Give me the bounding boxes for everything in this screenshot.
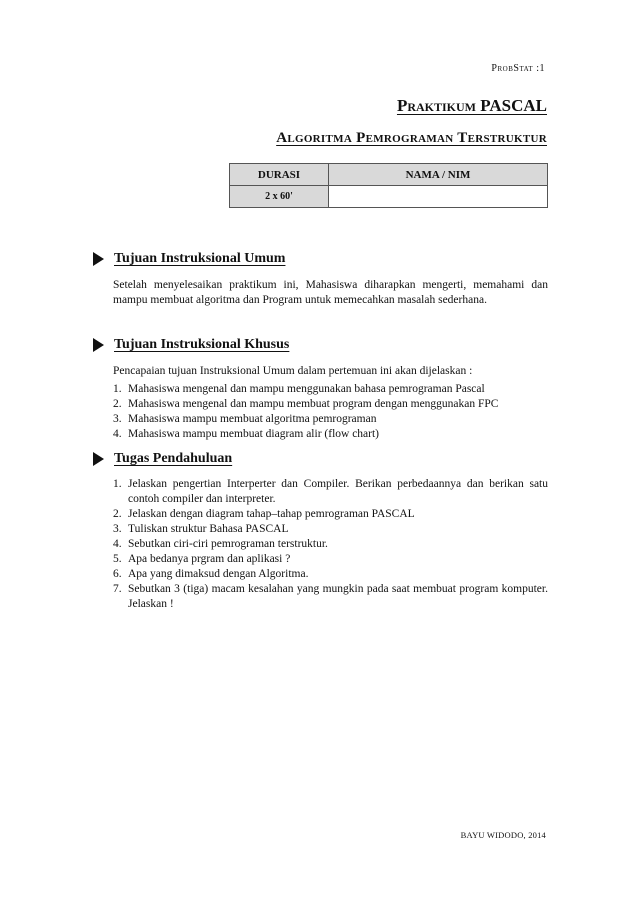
list-item-number: 5. bbox=[113, 553, 122, 565]
list-item-text: Tuliskan struktur Bahasa PASCAL bbox=[128, 523, 289, 535]
list-item-number: 1. bbox=[113, 478, 122, 490]
list-item bbox=[113, 507, 548, 522]
section-tiu-text: Setelah menyelesaikan praktikum ini, Mahasiswa diharapkan mengerti, memahami dan mampu membuat algoritma dan Program untuk memecahkan masalah sederhana. bbox=[113, 279, 548, 306]
title-block bbox=[276, 96, 547, 147]
list-item bbox=[113, 567, 548, 582]
list-item-text: Jelaskan dengan diagram tahap–tahap pemrograman PASCAL bbox=[128, 508, 415, 520]
list-item-number: 7. bbox=[113, 583, 122, 595]
title-subject: Algoritma Pemrograman Terstruktur bbox=[276, 130, 547, 146]
section-tik-head bbox=[93, 336, 548, 354]
list-item-number: 3. bbox=[113, 413, 122, 425]
list-item-number: 1. bbox=[113, 383, 122, 395]
section-tiu-head bbox=[93, 250, 548, 268]
list-item-text: Apa yang dimaksud dengan Algoritma. bbox=[128, 568, 309, 580]
list-item bbox=[113, 382, 548, 397]
list-item-text: Mahasiswa mampu membuat algoritma pemrograman bbox=[128, 413, 377, 425]
info-table-value-row bbox=[230, 186, 548, 208]
triangle-bullet-icon bbox=[93, 452, 104, 466]
header-nama-nim: NAMA / NIM bbox=[329, 164, 548, 186]
list-item bbox=[113, 582, 548, 612]
info-table bbox=[229, 163, 548, 208]
durasi-value: 2 x 60' bbox=[230, 186, 329, 208]
section-tp bbox=[93, 450, 548, 612]
running-head: ProbStat :1 bbox=[491, 63, 545, 74]
list-item-text: Apa bedanya prgram dan aplikasi ? bbox=[128, 553, 291, 565]
list-item bbox=[113, 427, 548, 442]
list-item bbox=[113, 412, 548, 427]
section-tiu-title: Tujuan Instruksional Umum bbox=[114, 251, 286, 266]
list-item-text: Mahasiswa mampu membuat diagram alir (flow chart) bbox=[128, 428, 380, 440]
list-item-number: 2. bbox=[113, 508, 122, 520]
list-item-text: Sebutkan 3 (tiga) macam kesalahan yang mungkin pada saat membuat program komputer. Jelaskan ! bbox=[128, 583, 548, 610]
list-item bbox=[113, 397, 548, 412]
list-item bbox=[113, 552, 548, 567]
list-item-text: Mahasiswa mengenal dan mampu membuat program dengan menggunakan FPC bbox=[128, 398, 499, 410]
list-item-number: 3. bbox=[113, 523, 122, 535]
section-tik-intro: Pencapaian tujuan Instruksional Umum dalam pertemuan ini akan dijelaskan : bbox=[113, 365, 473, 377]
section-tik-title: Tujuan Instruksional Khusus bbox=[114, 337, 290, 352]
list-item-number: 4. bbox=[113, 428, 122, 440]
list-item-text: Jelaskan pengertian Interperter dan Compiler. Berikan perbedaannya dan berikan satu contoh compiler dan interpreter. bbox=[128, 478, 548, 505]
section-tp-list bbox=[113, 477, 548, 612]
title-praktikum: Praktikum PASCAL bbox=[396, 96, 547, 115]
list-item-number: 4. bbox=[113, 538, 122, 550]
section-tik-list bbox=[113, 382, 548, 442]
section-tiu bbox=[93, 250, 548, 308]
list-item bbox=[113, 522, 548, 537]
info-table-header-row bbox=[230, 164, 548, 186]
header-durasi: DURASI bbox=[230, 164, 329, 186]
footer-author: BAYU WIDODO, 2014 bbox=[460, 830, 546, 840]
list-item bbox=[113, 537, 548, 552]
section-tp-title: Tugas Pendahuluan bbox=[114, 451, 233, 466]
triangle-bullet-icon bbox=[93, 252, 104, 266]
list-item-text: Sebutkan ciri-ciri pemrograman terstruktur. bbox=[128, 538, 328, 550]
triangle-bullet-icon bbox=[93, 338, 104, 352]
list-item-number: 2. bbox=[113, 398, 122, 410]
list-item-number: 6. bbox=[113, 568, 122, 580]
list-item bbox=[113, 477, 548, 507]
section-tp-head bbox=[93, 450, 548, 468]
section-tik bbox=[93, 336, 548, 442]
list-item-text: Mahasiswa mengenal dan mampu menggunakan bahasa pemrograman Pascal bbox=[128, 383, 485, 395]
nama-nim-value bbox=[329, 186, 548, 208]
